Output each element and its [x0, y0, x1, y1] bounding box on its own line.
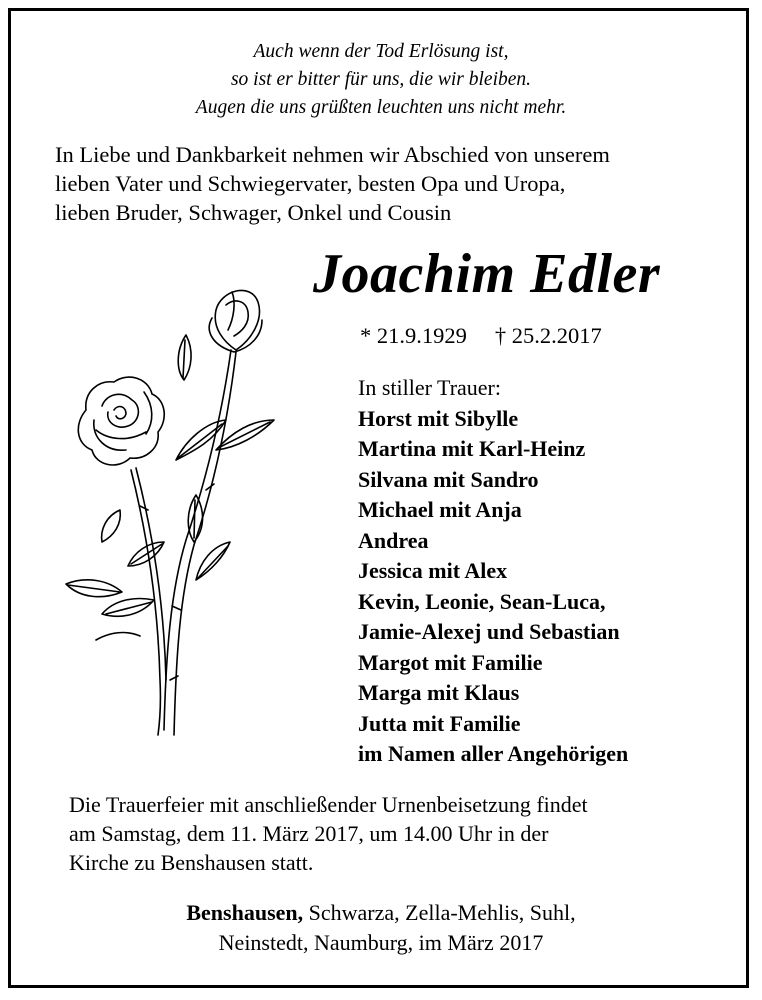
intro-line: lieben Bruder, Schwager, Onkel und Cousin [55, 200, 452, 225]
death-date: † 25.2.2017 [494, 323, 602, 348]
place-line: Neinstedt, Naumburg, im März 2017 [218, 930, 544, 955]
life-dates [360, 322, 602, 350]
motto-line: Augen die uns grüßten leuchten uns nicht mehr. [195, 97, 567, 118]
intro-line: In Liebe und Dankbarkeit nehmen wir Abschied von unserem [55, 142, 610, 167]
mourner-name: Jutta mit Familie [358, 710, 521, 736]
mourner-name: Silvana mit Sandro [358, 466, 539, 492]
motto-verse [0, 38, 762, 122]
service-line: am Samstag, dem 11. März 2017, um 14.00 Uhr in der [69, 821, 549, 846]
funeral-service-notice [69, 790, 588, 877]
mourners-lead: In stiller Trauer: [358, 375, 501, 400]
mourner-name: Horst mit Sibylle [358, 405, 519, 431]
deceased-name: Joachim Edler [313, 243, 661, 305]
mourner-name: Jessica mit Alex [358, 558, 508, 583]
rose-drawing-icon [36, 280, 286, 740]
motto-line: Auch wenn der Tod Erlösung ist, [253, 41, 509, 62]
intro-text [55, 140, 610, 227]
mourners-list [358, 373, 628, 770]
mourner-name: Michael mit Anja [358, 497, 522, 522]
mourner-name: Andrea [358, 527, 429, 553]
birth-date: * 21.9.1929 [360, 323, 467, 348]
intro-line: lieben Vater und Schwiegervater, besten Opa und Uropa, [55, 171, 566, 196]
service-line: Die Trauerfeier mit anschließender Urnenbeisetzung findet [69, 792, 588, 817]
mourner-name: Martina mit Karl-Heinz [358, 436, 586, 461]
place-and-date [0, 898, 762, 958]
service-line: Kirche zu Benshausen statt. [69, 850, 314, 875]
motto-line: so ist er bitter für uns, die wir bleiben. [230, 69, 532, 90]
mourner-name: im Namen aller Angehörigen [358, 741, 629, 766]
mourner-name: Jamie-Alexej und Sebastian [358, 619, 620, 644]
mourner-name: Margot mit Familie [358, 649, 543, 675]
place-towns: Schwarza, Zella-Mehlis, Suhl, [303, 900, 576, 925]
mourner-name: Kevin, Leonie, Sean-Luca, [358, 588, 606, 614]
place-line [0, 898, 762, 928]
mourner-name: Marga mit Klaus [358, 680, 520, 705]
place-town: Benshausen, [186, 900, 304, 925]
